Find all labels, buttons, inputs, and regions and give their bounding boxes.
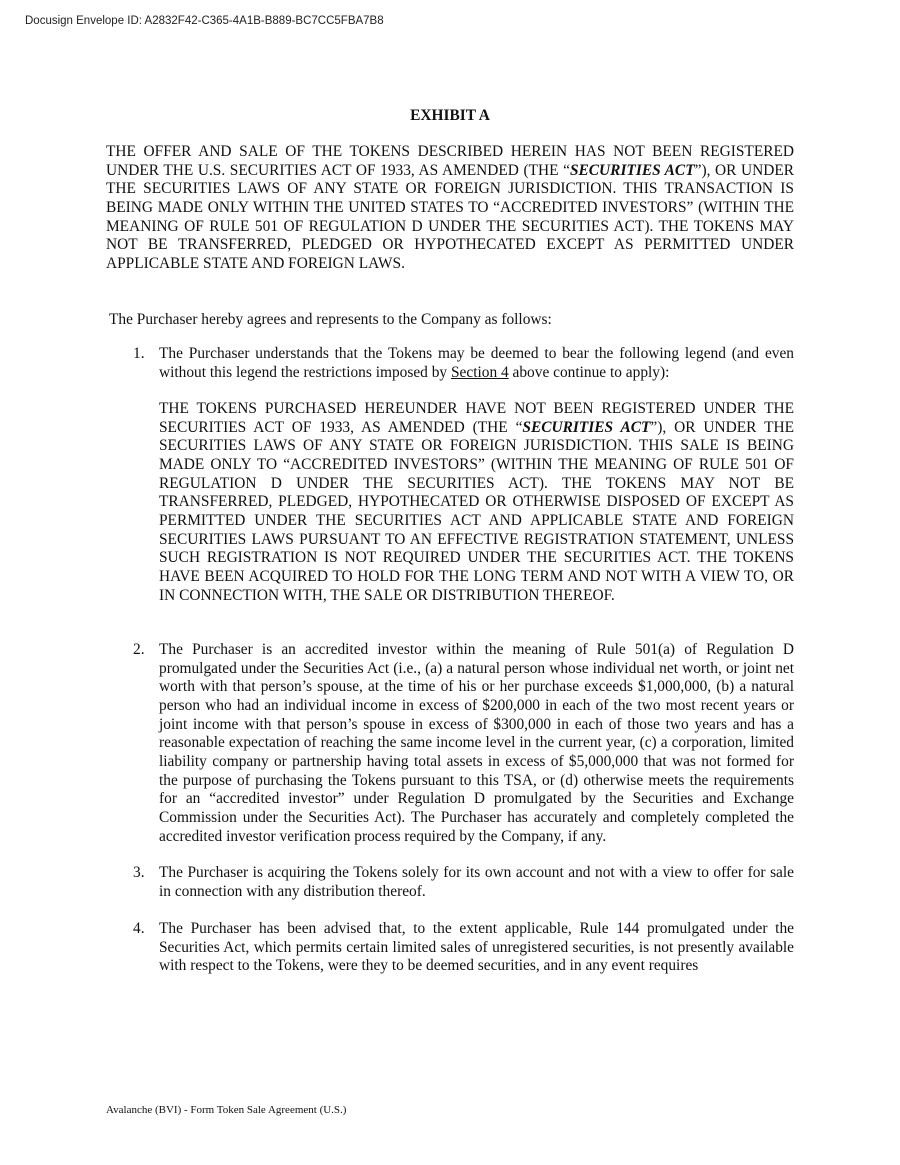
list-item-4 xyxy=(106,920,794,976)
item-text: The Purchaser has been advised that, to the extent applicable, Rule 144 promulgated under the Securities Act, which permits certain limited sales of unregistered securities, is not presently available with respect to the Tokens, were they to be deemed securities, and in any event requires xyxy=(159,920,794,975)
page-footer: Avalanche (BVI) - Form Token Sale Agreement (U.S.) xyxy=(106,1104,347,1116)
legend-text: THE TOKENS PURCHASED HEREUNDER HAVE NOT BEEN REGISTERED UNDER THE SECURITIES ACT OF 1933, AS AMENDED (THE “ xyxy=(159,400,794,436)
list-item-3 xyxy=(106,864,794,901)
legend-text: ”), OR UNDER THE SECURITIES LAWS OF ANY STATE OR FOREIGN JURISDICTION. THIS SALE IS BEING MADE ONLY TO “ACCREDITED INVESTORS” (WITHIN THE MEANING OF RULE 501 OF REGULATION D UNDER THE SECURITIES ACT). THE TOKENS MAY NOT BE TRANSFERRED, PLEDGED, HYPOTHECATED OR OTHERWISE DISPOSED OF EXCEPT AS PERMITTED UNDER THE SECURITIES ACT AND APPLICABLE STATE AND FOREIGN SECURITIES LAWS PURSUANT TO AN EFFECTIVE REGISTRATION STATEMENT, UNLESS SUCH REGISTRATION IS NOT REQUIRED UNDER THE SECURITIES ACT. THE TOKENS HAVE BEEN ACQUIRED TO HOLD FOR THE LONG TERM AND NOT WITH A VIEW TO, OR IN CONNECTION WITH, THE SALE OR DISTRIBUTION THEREOF. xyxy=(159,418,794,604)
list-item-2 xyxy=(106,641,794,846)
item-number: 3. xyxy=(133,864,145,881)
item-number: 4. xyxy=(133,920,145,937)
defined-term: SECURITIES ACT xyxy=(522,418,651,436)
token-legend xyxy=(159,400,794,605)
envelope-id: Docusign Envelope ID: A2832F42-C365-4A1B-B889-BC7CC5FBA7B8 xyxy=(25,15,384,27)
securities-legend-paragraph xyxy=(106,143,794,274)
item-text: The Purchaser is acquiring the Tokens solely for its own account and not with a view to offer for sale in connection with any distribution thereof. xyxy=(159,864,794,900)
item-number: 2. xyxy=(133,641,145,658)
item-text: The Purchaser understands that the Tokens may be deemed to bear the following legend (and even without this legend the restrictions imposed by xyxy=(159,345,794,381)
item-text: above continue to apply): xyxy=(508,363,670,381)
legend-text: ”), OR UNDER THE SECURITIES LAWS OF ANY STATE OR FOREIGN JURISDICTION. THIS TRANSACTION IS BEING MADE ONLY WITHIN THE UNITED STATES TO “ACCREDITED INVESTORS” (WITHIN THE MEANING OF RULE 501 OF REGULATION D UNDER THE SECURITIES ACT). THE TOKENS MAY NOT BE TRANSFERRED, PLEDGED OR HYPOTHECATED EXCEPT AS PERMITTED UNDER APPLICABLE STATE AND FOREIGN LAWS. xyxy=(106,161,794,272)
legend-text: THE OFFER AND SALE OF THE TOKENS DESCRIBED HEREIN HAS NOT BEEN REGISTERED UNDER THE U.S. SECURITIES ACT OF 1933, AS AMENDED (THE “ xyxy=(106,143,794,179)
item-text: The Purchaser is an accredited investor within the meaning of Rule 501(a) of Regulation D promulgated under the Securities Act (i.e., (a) a natural person whose individual net worth, or joint net worth with that person’s spouse, at the time of his or her purchase exceeds $1,000,000, (b) a natural person who had an individual income in excess of $200,000 in each of the two most recent years or joint income with that person’s spouse in excess of $300,000 in each of those two years and has a reasonable expectation of reaching the same income level in the current year, (c) a corporation, limited liability company or partnership having total assets in excess of $5,000,000 that was not formed for the purpose of purchasing the Tokens pursuant to this TSA, or (d) otherwise meets the requirements for an “accredited investor” under Regulation D promulgated by the Securities and Exchange Commission under the Securities Act). The Purchaser has accurately and completely completed the accredited investor verification process required by the Company, if any. xyxy=(159,641,794,845)
intro-text: The Purchaser hereby agrees and represents to the Company as follows: xyxy=(109,311,552,328)
list-item-1 xyxy=(106,345,794,382)
section-4-link[interactable]: Section 4 xyxy=(450,363,509,381)
exhibit-title: EXHIBIT A xyxy=(410,107,490,124)
item-number: 1. xyxy=(133,345,145,362)
defined-term: SECURITIES ACT xyxy=(569,161,695,179)
